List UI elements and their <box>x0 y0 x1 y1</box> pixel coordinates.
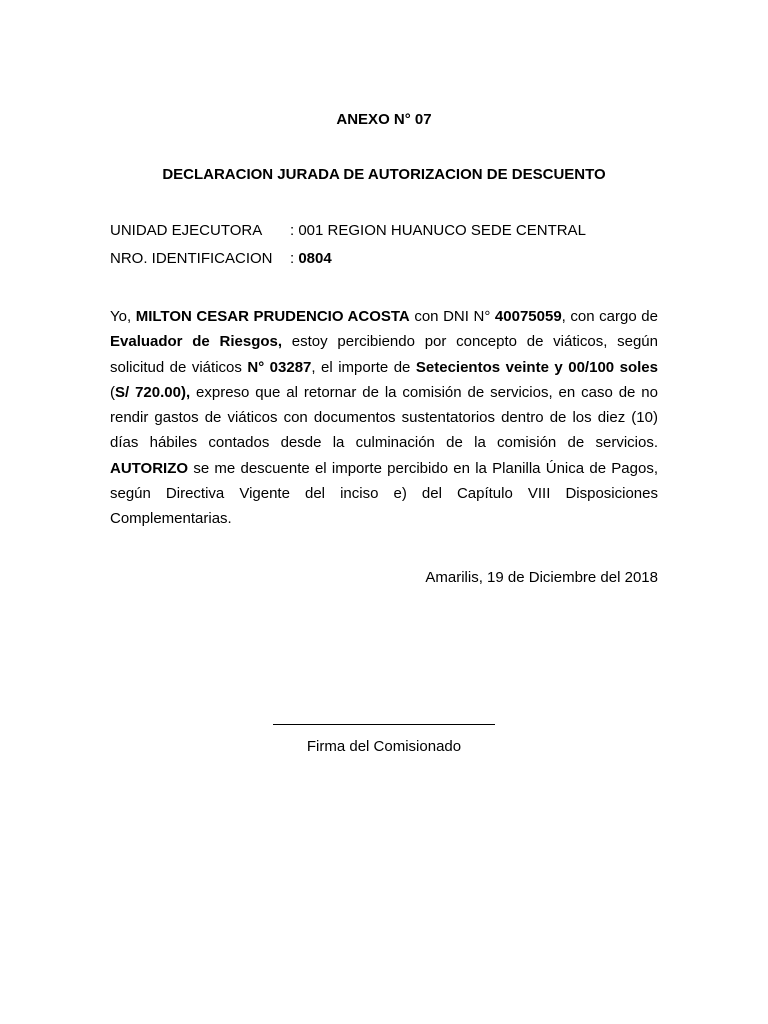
document-subtitle: DECLARACION JURADA DE AUTORIZACION DE DESCUENTO <box>162 166 606 183</box>
body-text-segment: estoy percibiendo por concepto de viáticos, según solicitud de viáticos <box>110 333 658 376</box>
body-text-segment: con DNI N° <box>409 308 495 325</box>
field-value: 001 REGION HUANUCO SEDE CENTRAL <box>298 222 586 239</box>
body-text-segment: Yo, <box>110 308 136 325</box>
signature-label: Firma del Comisionado <box>306 738 462 755</box>
body-text-segment: , con cargo de <box>561 308 658 325</box>
declaration-paragraph <box>110 304 658 532</box>
signature-line <box>273 724 495 725</box>
declarant-name: MILTON CESAR PRUDENCIO ACOSTA <box>135 308 410 325</box>
field-label: NRO. IDENTIFICACION <box>110 250 273 267</box>
body-text-segment: ( <box>110 383 115 401</box>
amount-in-words: Setecientos veinte y 00/100 soles <box>415 358 658 376</box>
body-text-segment: expreso que al retornar de la comisión de servicios, en caso de no rendir gastos de viáticos con documentos sustentatorios dentro de los diez (10) días hábiles contados desde la culminación de la comisión de servicios. <box>110 383 658 452</box>
amount-numeric: S/ 720.00), <box>115 383 191 401</box>
field-value: 0804 <box>298 250 332 267</box>
place-and-date: Amarilis, 19 de Diciembre del 2018 <box>425 569 658 586</box>
document-title: ANEXO N° 07 <box>336 111 432 128</box>
request-number: N° 03287 <box>247 358 312 376</box>
field-separator: : <box>290 250 299 267</box>
body-text-segment: se me descuente el importe percibido en la Planilla Única de Pagos, según Directiva Vigente del inciso e) del Capítulo VIII Disposiciones Complementarias. <box>110 459 658 528</box>
field-label: UNIDAD EJECUTORA <box>110 222 263 239</box>
field-nro-identificacion <box>110 250 670 267</box>
field-separator: : <box>290 222 299 239</box>
job-title: Evaluador de Riesgos, <box>110 333 283 351</box>
field-unidad-ejecutora <box>110 222 670 239</box>
dni-number: 40075059 <box>494 308 562 325</box>
autorizo-keyword: AUTORIZO <box>110 459 189 477</box>
body-text-segment: , el importe de <box>311 358 416 376</box>
